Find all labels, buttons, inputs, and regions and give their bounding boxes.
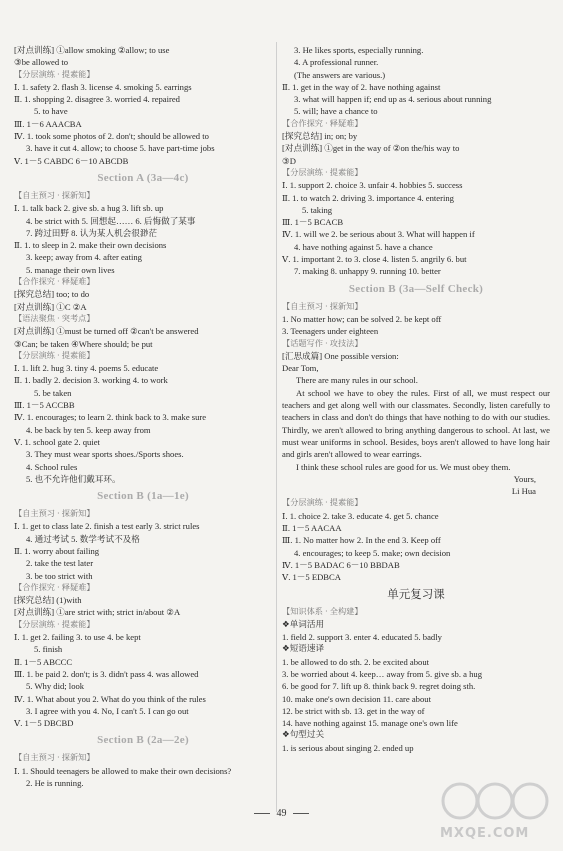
answer-line: 3. They must wear sports shoes./Sports shoes. [26,449,184,460]
answer-line: Ⅱ. 1－5 AACAA [282,522,342,533]
answer-line: Ⅰ. 1. talk back 2. give sb. a hug 3. lift sb. up [14,203,164,214]
answer-line: 3. have it cut 4. allow; to choose 5. have part-time jobs [26,143,215,154]
answer-line: Ⅰ. 1. lift 2. hug 3. tiny 4. poems 5. educate [14,363,159,374]
subsection-label: 【自主预习 · 探新知】 [14,509,95,519]
block-heading: ❖句型过关 [282,730,325,741]
left-column [14,44,272,789]
unit-heading: 单元复习课 [387,587,445,602]
answer-line: 1. No matter how; can be solved 2. be kept off [282,313,442,324]
answer-line: 7. 跨过田野 8. 认为某人机会很渺茫 [26,227,158,238]
answer-line: Ⅱ. 1. badly 2. decision 3. working 4. to work [14,375,168,386]
answer-line: Ⅰ. 1. support 2. choice 3. unfair 4. hobbies 5. success [282,180,463,191]
answer-line: Ⅱ. 1. worry about failing [14,545,100,556]
answer-line: Ⅴ. 1－5 EDBCA [282,572,341,583]
answer-line: 5. 也不允许他们戴耳环。 [26,473,121,484]
answer-line: [对点训练] ①are strict with; strict in/about ②A [14,607,181,618]
subsection-label: 【合作探究 · 释疑难】 [14,582,95,592]
essay-paragraph: At school we have to obey the rules. First of all, we must respect our teachers and get along well with our classmates. Secondly, listen carefully to teachers in class and don't do things that have nothing to do with our studies. Thirdly, we aren't allowed to bring anything dangerous to school. At last, we must wear uniforms in school. Besides, boys aren't allowed to have long hair and girls aren't allowed to wear earrings. [282,387,550,460]
section-heading: Section B (1a—1e) [97,490,189,503]
answer-line: 5. Why did; look [26,681,85,692]
section-heading: Section A (3a—4c) [97,171,189,184]
answer-line: [对点训练] ①C ②A [14,301,87,312]
answer-line: 12. be strict with sb. 13. get in the way of [282,705,425,716]
answer-line: 3. I agree with you 4. No, I can't 5. I can go out [26,705,189,716]
answer-line: 5. to have [34,106,68,117]
answer-line: Ⅳ. 1. encourages; to learn 2. think back to 3. make sure [14,412,207,423]
answer-line: [对点训练] ①get in the way of ②on the/his way to [282,143,460,154]
subsection-label: 【自主预习 · 探新知】 [14,190,95,200]
block-heading: ❖短语速译 [282,644,325,655]
answer-line: 2. take the test later [26,558,94,569]
answer-line: Ⅱ. 1. get in the way of 2. have nothing against [282,81,441,92]
signature-line: Yours, [513,473,536,484]
watermark-url: MXQE.COM [440,826,530,841]
answer-line: 3. what will happen if; end up as 4. serious about running [294,94,492,105]
answer-line: Ⅲ. 1. No matter how 2. In the end 3. Keep off [282,535,441,546]
answer-line: 1. be allowed to do sth. 2. be excited about [282,656,430,667]
answer-line: Ⅰ. 1. get 2. failing 3. to use 4. be kept [14,632,141,643]
answer-line: Ⅰ. 1. choice 2. take 3. educate 4. get 5. chance [282,510,439,521]
subsection-label: 【知识体系 · 全构建】 [282,607,363,617]
answer-line: 10. make one's own decision 11. care about [282,693,431,704]
subsection-label: 【分层演练 · 提素能】 [14,350,95,360]
answer-line: ③be allowed to [14,57,69,68]
answer-line: Ⅱ. 1－5 ABCCC [14,656,73,667]
answer-line: ③D [282,155,296,166]
answer-line: 4. have nothing against 5. have a chance [294,241,433,252]
right-column [282,44,550,754]
column-divider [276,42,277,812]
answer-line: Ⅱ. 1. shopping 2. disagree 3. worried 4. repaired [14,94,180,105]
answer-line: Ⅴ. 1－5 DBCBD [14,718,74,729]
watermark-logo [440,780,550,822]
answer-line: Ⅰ. 1. get to class late 2. finish a test early 3. strict rules [14,521,200,532]
page-dash-left [254,813,270,814]
answer-line: 5. be taken [34,387,72,398]
answer-line: 3. keep; away from 4. after eating [26,252,142,263]
answer-line: 4. 通过考试 5. 数学考试不及格 [26,533,140,544]
answer-line: 1. is serious about singing 2. ended up [282,742,414,753]
answer-line: 4. encourages; to keep 5. make; own decision [294,547,451,558]
answer-line: 7. making 8. unhappy 9. running 10. better [294,266,441,277]
answer-line: Dear Tom, [282,363,319,374]
answer-line: Ⅲ. 1－5 ACCBB [14,400,75,411]
answer-line: Ⅰ. 1. Should teenagers be allowed to make their own decisions? [14,765,232,776]
answer-line: 3. Teenagers under eighteen [282,326,379,337]
answer-line: [对点训练] ①must be turned off ②can't be answered [14,326,199,337]
answer-line: 2. He is running. [26,778,84,789]
page-dash-right [293,813,309,814]
answer-line: Ⅳ. 1. took some photos of 2. don't; should be allowed to [14,131,209,142]
answer-line: 5. finish [34,644,63,655]
answer-line: Ⅲ. 1. be paid 2. don't; is 3. didn't pass 4. was allowed [14,668,199,679]
answer-line: Ⅰ. 1. safety 2. flash 3. license 4. smoking 5. earrings [14,81,192,92]
answer-line: 3. be too strict with [26,570,93,581]
subsection-label: 【分层演练 · 提素能】 [282,498,363,508]
subsection-label: 【分层演练 · 提素能】 [14,69,95,79]
answer-line: Ⅲ. 1－6 AAACBA [14,118,82,129]
subsection-label: 【合作探究 · 释疑难】 [282,118,363,128]
answer-line: 4. be strict with 5. 回想起…… 6. 后悔做了某事 [26,215,196,226]
subsection-label: 【自主预习 · 探新知】 [14,753,95,763]
essay-paragraph: I think these school rules are good for us. We must obey them. [296,461,511,472]
subsection-label: 【自主预习 · 探新知】 [282,301,363,311]
answer-line: Ⅴ. 1－5 CABDC 6－10 ABCDB [14,155,129,166]
answer-line: Ⅳ. 1. What about you 2. What do you think of the rules [14,693,206,704]
answer-line: [探究总结] (1)with [14,595,82,606]
answer-line: Ⅳ. 1－5 BADAC 6－10 BBDAB [282,559,400,570]
answer-line: 6. be good for 7. lift up 8. think back 9. regret doing sth. [282,681,476,692]
answer-line: Ⅴ. 1. school gate 2. quiet [14,436,100,447]
subsection-label: 【分层演练 · 提素能】 [282,167,363,177]
answer-line: Ⅲ. 1－5 BCACB [282,217,344,228]
answer-line: [汇思成篇] One possible version: [282,350,399,361]
answer-line: 4. A professional runner. [294,57,379,68]
answer-line: [探究总结] too; to do [14,289,90,300]
answer-line: 5. will; have a chance to [294,106,378,117]
answer-line: 5. taking [302,204,333,215]
page-number-text: 49 [276,808,287,819]
answer-line: Ⅱ. 1. to watch 2. driving 3. importance 4. entering [282,192,454,203]
answer-line: (The answers are various.) [294,69,386,80]
block-heading: ❖单词活用 [282,619,325,630]
subsection-label: 【话题写作 · 攻技法】 [282,338,363,348]
answer-line: ③Can; be taken ④Where should; be put [14,338,153,349]
answer-line: [探究总结] in; on; by [282,131,358,142]
answer-line: 1. field 2. support 3. enter 4. educated 5. badly [282,632,442,643]
answer-line: 3. He likes sports, especially running. [294,45,424,55]
subsection-label: 【语法聚焦 · 突考点】 [14,313,95,323]
answer-line: Ⅴ. 1. important 2. to 3. close 4. listen 5. angrily 6. but [282,254,467,265]
answer-line: 5. manage their own lives [26,264,115,275]
answer-line: 4. School rules [26,461,78,472]
essay-paragraph: There are many rules in our school. [296,375,418,386]
answer-line: [对点训练] ①allow smoking ②allow; to use [14,45,170,55]
signature-line: Li Hua [511,486,536,497]
answer-line: 4. be back by ten 5. keep away from [26,424,151,435]
subsection-label: 【合作探究 · 释疑难】 [14,277,95,287]
subsection-label: 【分层演练 · 提素能】 [14,619,95,629]
answer-line: 14. have nothing against 15. manage one's own life [282,718,458,729]
answer-line: Ⅳ. 1. will we 2. be serious about 3. What will happen if [282,229,475,240]
section-heading: Section B (3a—Self Check) [348,282,484,295]
answer-line: Ⅱ. 1. to sleep in 2. make their own decisions [14,240,167,251]
answer-line: 3. be worried about 4. keep… away from 5. give sb. a hug [282,668,482,679]
section-heading: Section B (2a—2e) [97,734,189,747]
